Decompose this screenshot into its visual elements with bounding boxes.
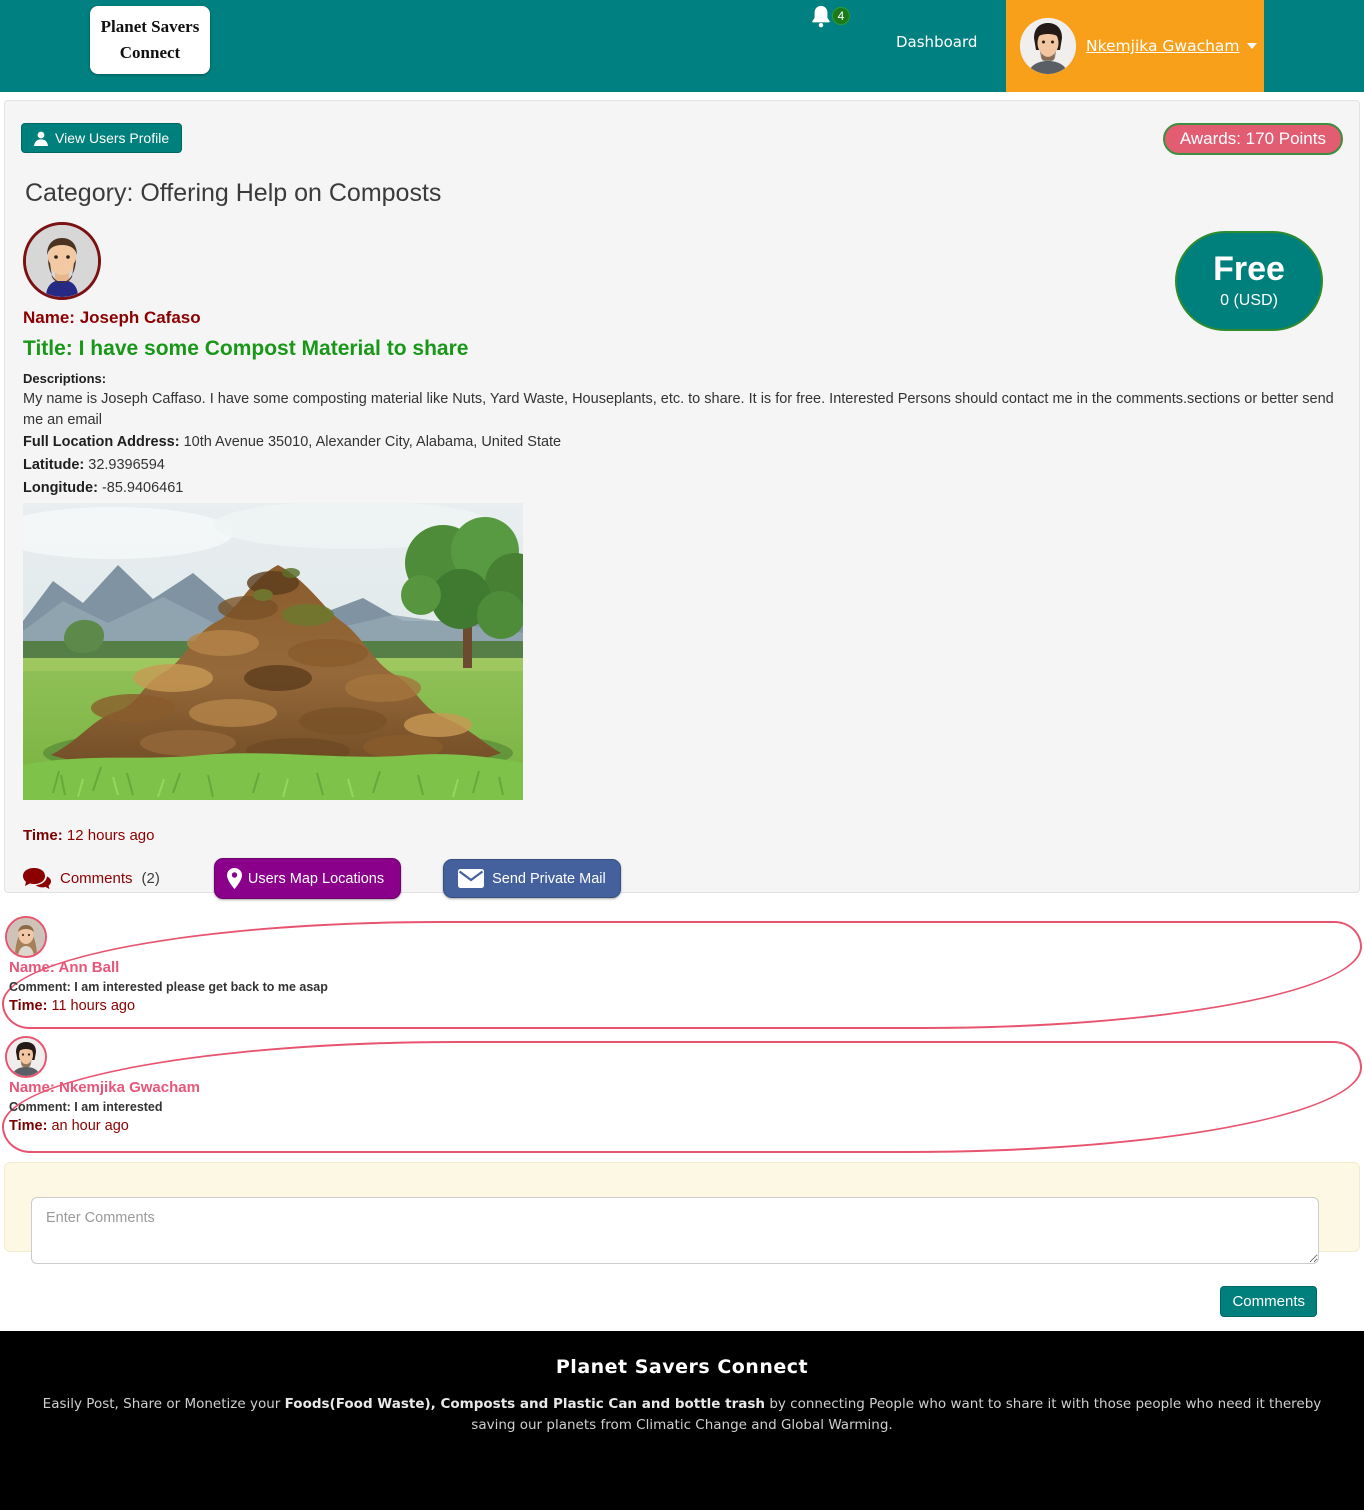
notifications-button[interactable] [810, 4, 850, 32]
commenter-avatar [5, 916, 47, 958]
category-heading: Category: Offering Help on Composts [25, 179, 442, 207]
price-badge-amount: 0 (USD) [1220, 292, 1278, 310]
comment-input[interactable] [31, 1197, 1319, 1264]
latitude-line: Latitude: 32.9396594 [23, 457, 165, 474]
commenter-name-line: Name: Nkemjika Gwacham [9, 1079, 200, 1096]
envelope-icon [458, 869, 484, 888]
descriptions-label: Descriptions: [23, 371, 107, 386]
poster-avatar [23, 222, 101, 300]
description-text: My name is Joseph Caffaso. I have some composting material like Nuts, Yard Waste, Houseplants, etc. to share. It is for free. Interested Persons should contact me in the comments.sections or better send me an email [23, 391, 1334, 428]
comments-count: (2) [141, 870, 160, 888]
speech-bubbles-icon [23, 868, 51, 890]
send-private-mail-label: Send Private Mail [492, 870, 606, 887]
users-map-locations-button[interactable] [214, 858, 401, 899]
location-line: Full Location Address: 10th Avenue 35010, Alexander City, Alabama, United State [23, 434, 562, 451]
longitude-line: Longitude: -85.9406461 [23, 480, 184, 497]
comment-time-line: Time: an hour ago [9, 1118, 129, 1134]
comment-item [2, 921, 1362, 1029]
send-private-mail-button[interactable] [443, 859, 621, 898]
logo-line1: Planet Savers [100, 16, 200, 36]
chevron-down-icon [1247, 43, 1257, 49]
top-navbar [0, 0, 1364, 92]
price-badge [1175, 231, 1323, 331]
post-title-line: Title: I have some Compost Material to share [23, 337, 469, 360]
price-badge-title: Free [1213, 250, 1285, 288]
site-logo[interactable] [90, 6, 210, 74]
users-map-locations-label: Users Map Locations [247, 870, 385, 887]
comments-link-label: Comments [60, 870, 133, 888]
commenter-name-line: Name: Ann Ball [9, 959, 120, 976]
user-menu[interactable] [1006, 0, 1264, 92]
comment-text-line: Comment: I am interested [9, 1100, 163, 1114]
comment-form-panel [4, 1162, 1360, 1252]
user-name-link[interactable]: Nkemjika Gwacham [1086, 37, 1240, 55]
comment-item [2, 1041, 1362, 1153]
comment-text-line: Comment: I am interested please get back to me asap [9, 980, 328, 994]
nav-dashboard-link[interactable]: Dashboard [896, 33, 978, 51]
view-users-profile-label: View Users Profile [55, 130, 170, 146]
user-avatar [1020, 18, 1076, 74]
comments-submit-button[interactable]: Comments [1220, 1286, 1317, 1317]
awards-points-badge: Awards: 170 Points [1163, 123, 1343, 155]
page-footer [0, 1331, 1364, 1510]
view-users-profile-button[interactable] [21, 123, 182, 153]
compost-pile-photo [23, 503, 523, 800]
notification-count-badge: 4 [832, 7, 850, 25]
post-time-line: Time: 12 hours ago [23, 827, 155, 845]
commenter-avatar [5, 1036, 47, 1078]
footer-title: Planet Savers Connect [555, 1356, 809, 1378]
post-detail-card [4, 100, 1360, 893]
person-icon [34, 131, 48, 146]
footer-tagline: Easily Post, Share or Monetize your Foods(Food Waste), Composts and Plastic Can and bottle trash by connecting People who want to share it with those people who need it thereby saving our planets from Climatic Change and Global Warming. [42, 1396, 1322, 1433]
map-pin-icon [227, 868, 242, 889]
comments-link[interactable] [23, 868, 160, 890]
poster-name-line: Name: Joseph Cafaso [23, 308, 201, 327]
comment-time-line: Time: 11 hours ago [9, 998, 136, 1014]
logo-line2: Connect [119, 43, 181, 62]
